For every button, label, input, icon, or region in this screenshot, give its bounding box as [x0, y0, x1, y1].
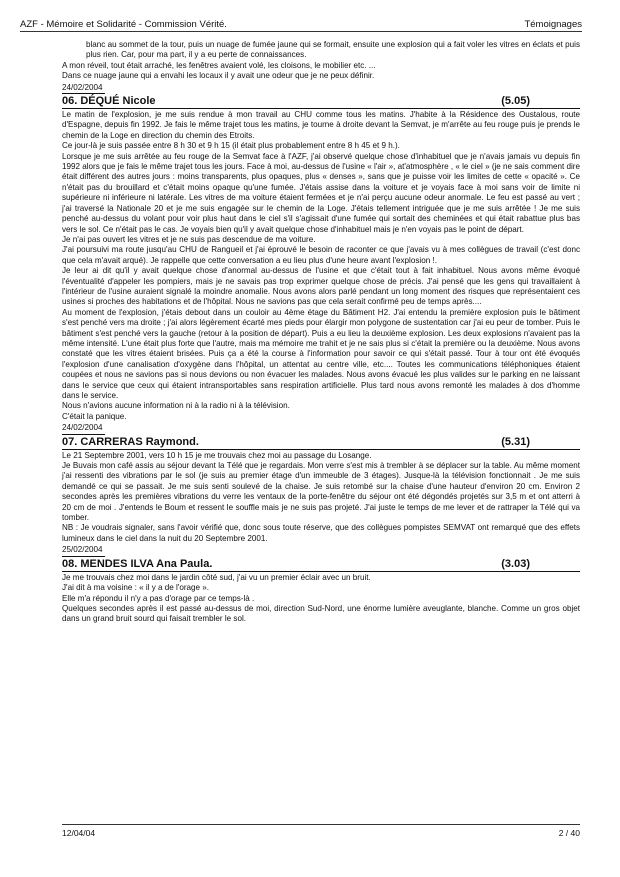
testimony-paragraph: C'était la panique.: [62, 411, 127, 421]
footer-date: 12/04/04: [62, 828, 96, 838]
intro-paragraph: A mon réveil, tout était arraché, les fenêtres avaient volé, les cloisons, le mobilier etc. ...: [62, 60, 376, 70]
testimony-paragraph: Au moment de l'explosion, j'étais debout dans un couloir au 4ème étage du Bâtiment H2. J'ai entendu la première explosion puis le bâtiment s'est penché vers ma droite ; j'ai alors légèrement écarté mes pieds pour élargir mon polygone de sustentation car j'ai eu peur de tomber. Puis le bâtiment s'est penché vers la gauche (retour à la position de départ). Puis a eu lieu la deuxième explosion. Les deux explosions n'avaient pas la même intensité. L'une était plus forte que l'autre, mais ma mémoire me trahit et je ne sais plus si c'était la première ou la deuxième. Nous avons constaté que les vitres étaient brisées. Puis ça a été la course à l'information pour savoir ce qui s'était passé. Tour à tour ont été évoqués l'explosion d'une canalisation d'oxygène dans l'hôpital, un attentat au centre ville, etc.... Toutes les communications téléphoniques étaient coupées et nous ne savions pas si nous devions ou non évacuer les malades. Nous avons évacué les plus valides sur le parking en ne laissant dans le service que ceux qui étaient intransportables sans respiration artificielle. Plus tard nous avons remonté les malades à dos d'homme dans le service.: [62, 307, 580, 400]
header-title: AZF - Mémoire et Solidarité - Commission Vérité.: [20, 19, 227, 30]
testimony-paragraph: Ce jour-là je suis passée entre 8 h 30 et 9 h 15 (il était plus probablement entre 8 h 45 et 9 h.).: [62, 141, 400, 151]
testimony-paragraph: Nous n'avions aucune information ni à la radio ni à la télévision.: [62, 401, 290, 411]
page-header: [20, 16, 582, 30]
document-body: [62, 40, 580, 625]
testimony-date: 24/02/2004: [62, 83, 105, 94]
testimony-paragraph: Je n'ai pas ouvert les vitres et je ne suis pas descendue de ma voiture.: [62, 234, 316, 244]
page-number: 2 / 40: [558, 828, 580, 838]
testimony-paragraph: Le 21 Septembre 2001, vers 10 h 15 je me trouvais chez moi au passage du Losange.: [62, 450, 372, 460]
testimony-heading: [62, 436, 580, 450]
header-rule: [20, 31, 582, 32]
testimony-paragraph: Quelques secondes après il est passé au-dessus de moi, direction Sud-Nord, une énorme lumière aveuglante, blanche. Comme un gros objet dans un grand bruit sourd qui faisait trembler le sol.: [62, 603, 580, 624]
testimony-paragraph: Je me trouvais chez moi dans le jardin côté sud, j'ai vu un premier éclair avec un bruit.: [62, 572, 371, 582]
testimony-paragraph: Je Buvais mon café assis au séjour devant la Télé que je regardais. Mon verre s'est mis à trembler à se déplacer sur la table. Au même moment j'ai ressenti des vibrations par le sol (je suis au premier étage d'un immeuble de 3 étages). Jusque-là la télévision fonctionnait . Je me suis demandé ce qui se passait. Je me suis senti soulevé de la chaise. Je suis retombé sur la chaise d'une hauteur d'environ 20 cm. Environ 2 secondes après les premières vibrations du verre les ventaux de la porte-fenêtre du séjour ont été dégondés projetés sur 3,5 m et ont atterri à 20 cm de moi . J'entends le Boum et ressent le souffle mais je ne suis pas projeté. J'ai juste le temps de me lever et de rattraper la Télé qui va tomber.: [62, 461, 580, 523]
testimony-paragraph: NB : Je voudrais signaler, sans l'avoir vérifié que, donc sous toute réserve, que des collègues pompistes SEMVAT ont remarqué que des effets lumineux dans le ciel dans la nuit du 20 Septembre 2001.: [62, 523, 580, 543]
testimony-paragraph: J'ai poursuivi ma route jusqu'au CHU de Rangueil et j'ai éprouvé le besoin de raconter ce que j'avais vu à mes collègues de travail (c'est donc que cela m'avait arqué). Je rappelle que cette conversation a eu lieu plus d'une heure avant l'explosion !.: [62, 245, 580, 265]
testimony-heading: [62, 558, 580, 572]
footer-rule: [62, 824, 580, 825]
testimony-date: 25/02/2004: [62, 545, 105, 556]
intro-paragraph: Dans ce nuage jaune qui a envahi les locaux il y avait une odeur que je ne peux définir.: [62, 71, 375, 81]
testimony-paragraph: J'ai dit à ma voisine : « il y a de l'orage ».: [62, 583, 210, 593]
testimony-date: 24/02/2004: [62, 423, 105, 434]
testimony-paragraph: Lorsque je me suis arrêtée au feu rouge de la Semvat face à l'AZF, j'ai observé quelque chose d'inhabituel que je n'avais jamais vu depuis fin 1992 alors que je fais le même trajet tous les jours. Face à moi, au-dessus de l'usine « l'air », at'atmosphère , « le ciel » (je ne sais comment dire était différent des autres jours : moins transparents, plus opaques, plus « denses », sans que je puisse voir les limites de cette « opacité ». Ce n'était pas du brouillard et c'était moins opaque qu'une fumée. J'étais assise dans la voiture et je voyais face à moi sans voir de limite ni supérieure ni inférieure ni latérale. Les vitres de ma voiture étaient fermées et je n'ai perçu aucune odeur anormale. Le feu est passé au vert ; j'ai traversé la Nationale 20 et je me suis engagée sur le chemin de la Loge. J'étais tellement intriguée que je me suis arrêtée ! Je me suis penché au-dessus du volant pour voir plus haut dans le ciel s'il s'agissait d'une fumée qui sortait des cheminées et qui était rabattue plus bas vers le sol. Ce n'était pas le cas. Je voyais bien qu'il y avait quelque chose d'inhabituel mais je n'en voyais pas le point de départ.: [62, 151, 580, 234]
testimony-title: 06. DÉQUÉ Nicole: [62, 95, 156, 108]
header-section: Témoignages: [524, 19, 582, 30]
testimony-code: (5.31): [501, 435, 530, 448]
testimony-paragraph: Elle m'a répondu il n'y a pas d'orage par ce temps-là .: [62, 593, 255, 603]
testimony-code: (3.03): [501, 557, 530, 570]
page-footer: [62, 828, 580, 838]
testimony-code: (5.05): [501, 95, 530, 108]
testimony-paragraph: Je leur ai dit qu'il y avait quelque chose d'anormal au-dessus de l'usine et que c'était tout à fait inhabituel. Nous avons même évoqué l'éventualité d'appeler les pompiers, mais je ne savais pas trop exprimer quelque chose de précis. J'ai pensé que les gens qui travaillaient à l'intérieur de l'usine auraient signalé la moindre anomalie. Nous avons alors parlé pendant un long moment des risques que représentaient ces usines si proches des habitations et de l'hôpital. Nous ne savions pas que cela serait confirmé peu de temps après....: [62, 266, 580, 307]
testimony-paragraph: Le matin de l'explosion, je me suis rendue à mon travail au CHU comme tous les matins. J'habite à la Résidence des Oustalous, route d'Espagne, depuis fin 1992. Je fais le même trajet tous les matins, je tourne à droite devant la Semvat, je m'arrête au feu rouge puis je prends le chemin de la Loge en direction du chemin des Etroits.: [62, 110, 580, 140]
testimony-title: 07. CARRERAS Raymond.: [62, 435, 199, 448]
testimony-title: 08. MENDES ILVA Ana Paula.: [62, 557, 213, 570]
intro-paragraph: blanc au sommet de la tour, puis un nuage de fumée jaune qui se formait, ensuite une explosion qui a fait voler les vitres en éclats et puis plus rien. Car, pour ma part, il y a eu perte de connaissances.: [86, 40, 580, 60]
testimony-heading: [62, 95, 580, 109]
